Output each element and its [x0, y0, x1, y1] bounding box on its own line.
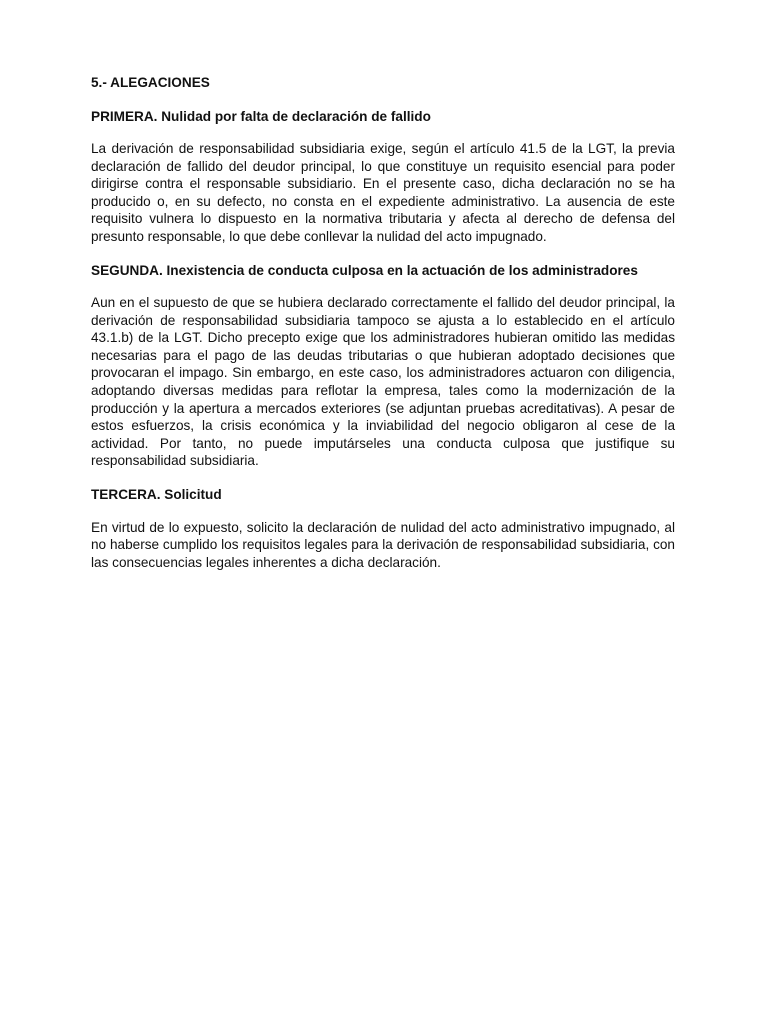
section-title-tercera: TERCERA. Solicitud [91, 487, 222, 502]
document-page [91, 74, 675, 571]
section-body-tercera: En virtud de lo expuesto, solicito la declaración de nulidad del acto administrativo impugnado, al no haberse cumplido los requisitos legales para la derivación de responsabilidad subsidiaria, con las consecuencias legales inherentes a dicha declaración. [91, 519, 675, 570]
section-body-primera: La derivación de responsabilidad subsidiaria exige, según el artículo 41.5 de la LGT, la previa declaración de fallido del deudor principal, lo que constituye un requisito esencial para poder dirigirse contra el responsable subsidiario. En el presente caso, dicha declaración no se ha producido o, en su defecto, no consta en el expediente administrativo. La ausencia de este requisito vulnera lo dispuesto en la normativa tributaria y afecta al derecho de defensa del presunto responsable, lo que debe conllevar la nulidad del acto impugnado. [91, 141, 675, 244]
document-heading: 5.- ALEGACIONES [91, 75, 210, 90]
section-title-primera: PRIMERA. Nulidad por falta de declaración de fallido [91, 108, 431, 124]
section-body-segunda: Aun en el supuesto de que se hubiera declarado correctamente el fallido del deudor principal, la derivación de responsabilidad subsidiaria tampoco se ajusta a lo establecido en el artículo 43.1.b) de la LGT. Dicho precepto exige que los administradores hubieran omitido las medidas necesarias para el pago de las deudas tributarias o que hubieran adoptado decisiones que provocaran el impago. Sin embargo, en este caso, los administradores actuaron con diligencia, adoptando diversas medidas para reflotar la empresa, tales como la modernización de la producción y la apertura a mercados exteriores (se adjuntan pruebas acreditativas). A pesar de estos esfuerzos, la crisis económica y la inviabilidad del negocio obligaron al cese de la actividad. Por tanto, no puede imputárseles una conducta culposa que justifique su responsabilidad subsidiaria. [91, 295, 675, 469]
section-title-segunda: SEGUNDA. Inexistencia de conducta culposa en la actuación de los administradores [91, 262, 638, 278]
